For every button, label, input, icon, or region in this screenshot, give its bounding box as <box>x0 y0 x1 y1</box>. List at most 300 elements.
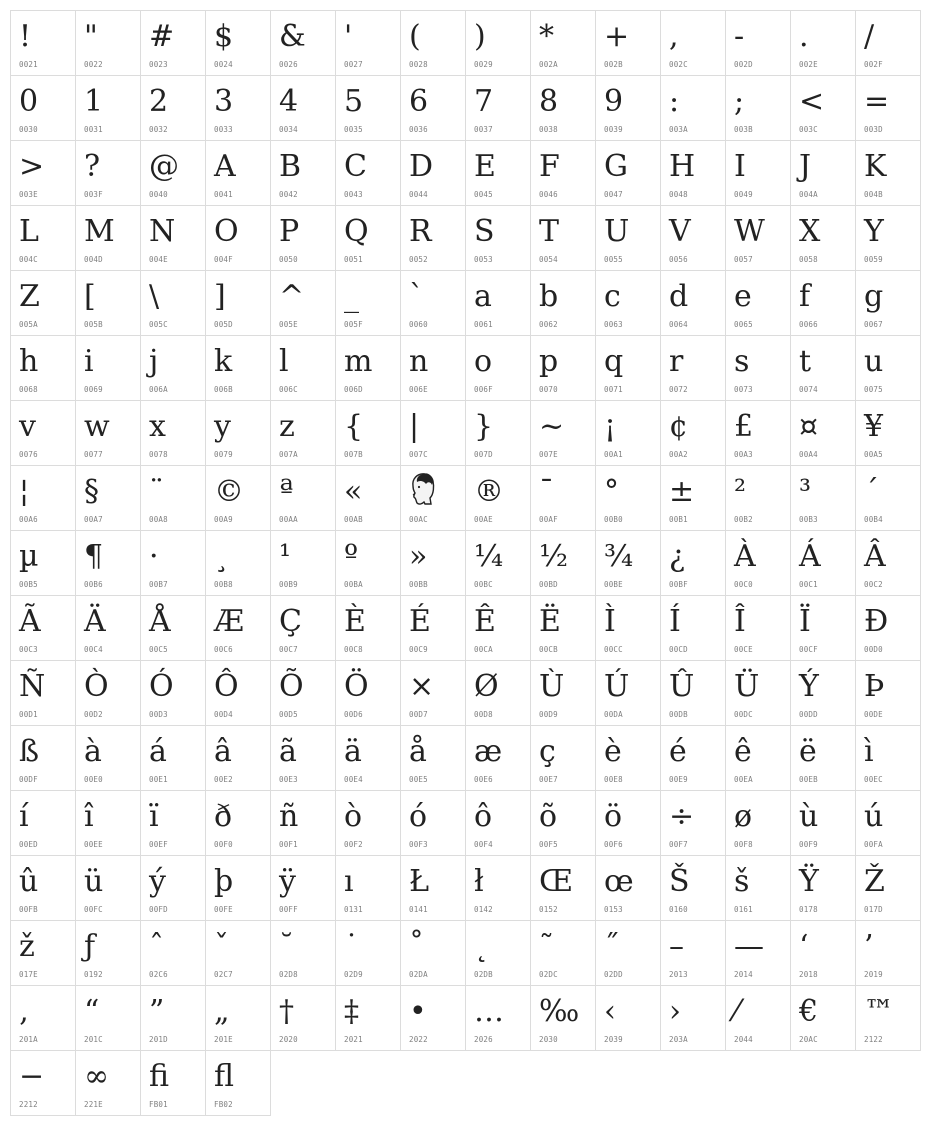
glyph-char: u <box>864 344 884 379</box>
glyph-code: 0030 <box>19 125 38 134</box>
glyph-cell <box>401 726 466 791</box>
glyph-cell <box>856 596 921 661</box>
glyph-char: X <box>799 214 821 249</box>
glyph-char: ¹ <box>279 539 292 574</box>
glyph-char: i <box>84 344 94 379</box>
glyph-char: Õ <box>279 669 304 704</box>
glyph-cell <box>791 661 856 726</box>
glyph-char: Ù <box>539 669 565 704</box>
glyph-code: 00F7 <box>669 840 688 849</box>
glyph-cell <box>856 921 921 986</box>
glyph-cell <box>466 856 531 921</box>
glyph-code: 006F <box>474 385 493 394</box>
glyph-code: 00B4 <box>864 515 883 524</box>
glyph-char: K <box>864 149 887 184</box>
glyph-code: 0038 <box>539 125 558 134</box>
glyph-char: Ï <box>799 604 811 639</box>
glyph-code: 00B6 <box>84 580 103 589</box>
glyph-char: þ <box>214 864 234 899</box>
glyph-code: 00FB <box>19 905 38 914</box>
glyph-cell <box>791 856 856 921</box>
glyph-cell <box>11 661 76 726</box>
glyph-cell <box>206 726 271 791</box>
glyph-cell <box>531 401 596 466</box>
glyph-cell <box>141 1051 206 1116</box>
glyph-code: 00F6 <box>604 840 623 849</box>
glyph-code: 02D8 <box>279 970 298 979</box>
glyph-cell <box>466 531 531 596</box>
glyph-char: × <box>409 669 435 704</box>
glyph-cell <box>596 791 661 856</box>
glyph-cell <box>401 531 466 596</box>
glyph-code: 2021 <box>344 1035 363 1044</box>
glyph-code: 003A <box>669 125 688 134</box>
glyph-char: ° <box>604 474 619 509</box>
glyph-cell <box>76 791 141 856</box>
glyph-char: < <box>799 84 825 119</box>
glyph-code: 017D <box>864 905 883 914</box>
glyph-char: ﬁ <box>149 1059 170 1094</box>
glyph-code: 00C1 <box>799 580 818 589</box>
glyph-cell <box>726 986 791 1051</box>
glyph-cell <box>466 726 531 791</box>
glyph-char: ´ <box>864 474 879 509</box>
glyph-code: 00B7 <box>149 580 168 589</box>
glyph-cell <box>661 466 726 531</box>
glyph-code: 0057 <box>734 255 753 264</box>
glyph-cell <box>401 986 466 1051</box>
glyph-char: Š <box>669 864 690 899</box>
glyph-cell <box>466 336 531 401</box>
glyph-cell <box>531 661 596 726</box>
glyph-code: 00D4 <box>214 710 233 719</box>
glyph-cell <box>856 661 921 726</box>
glyph-char: ƒ <box>84 929 96 964</box>
glyph-code: 0027 <box>344 60 363 69</box>
glyph-char: š <box>734 864 750 899</box>
glyph-char: » <box>409 539 428 574</box>
glyph-char: | <box>409 409 420 444</box>
glyph-char: œ <box>604 864 634 899</box>
glyph-code: 0031 <box>84 125 103 134</box>
glyph-char: Ò <box>84 669 109 704</box>
glyph-code: 20AC <box>799 1035 818 1044</box>
glyph-cell <box>856 791 921 856</box>
glyph-char: ÷ <box>669 799 695 834</box>
glyph-char: Œ <box>539 864 574 899</box>
glyph-code: 02D9 <box>344 970 363 979</box>
glyph-char: ‡ <box>344 994 359 1029</box>
glyph-cell <box>596 531 661 596</box>
glyph-cell <box>76 986 141 1051</box>
glyph-code: 201C <box>84 1035 103 1044</box>
glyph-char: r <box>669 344 684 379</box>
glyph-code: 0034 <box>279 125 298 134</box>
glyph-char: õ <box>539 799 558 834</box>
glyph-cell <box>401 336 466 401</box>
glyph-cell <box>466 596 531 661</box>
glyph-code: 00CF <box>799 645 818 654</box>
glyph-cell <box>466 206 531 271</box>
glyph-cell <box>401 206 466 271</box>
glyph-cell <box>401 11 466 76</box>
glyph-cell <box>661 856 726 921</box>
glyph-code: 00E7 <box>539 775 558 784</box>
glyph-code: 00A5 <box>864 450 883 459</box>
glyph-code: 0072 <box>669 385 688 394</box>
glyph-char: ù <box>799 799 819 834</box>
glyph-char: ã <box>279 734 297 769</box>
glyph-code: 00E6 <box>474 775 493 784</box>
glyph-cell <box>336 661 401 726</box>
glyph-cell <box>661 791 726 856</box>
glyph-char: ¤ <box>799 409 819 444</box>
glyph-cell <box>401 596 466 661</box>
glyph-cell <box>791 986 856 1051</box>
glyph-char: Ö <box>344 669 369 704</box>
glyph-code: FB01 <box>149 1100 168 1109</box>
glyph-code: 00C2 <box>864 580 883 589</box>
glyph-char: w <box>84 409 110 444</box>
glyph-code: 00CD <box>669 645 688 654</box>
glyph-char: / <box>864 19 875 54</box>
glyph-code: 00B5 <box>19 580 38 589</box>
glyph-code: 00A6 <box>19 515 38 524</box>
glyph-grid <box>10 10 921 1116</box>
glyph-char: ² <box>734 474 747 509</box>
glyph-char: c <box>604 279 621 314</box>
glyph-code: 00DA <box>604 710 623 719</box>
glyph-cell <box>206 986 271 1051</box>
glyph-char: Ž <box>864 864 885 899</box>
glyph-char: o <box>474 344 493 379</box>
glyph-code: 0047 <box>604 190 623 199</box>
glyph-char: ý <box>149 864 166 899</box>
glyph-cell <box>271 986 336 1051</box>
glyph-cell <box>856 531 921 596</box>
glyph-char: C <box>344 149 367 184</box>
glyph-code: 00AB <box>344 515 363 524</box>
glyph-cell <box>206 206 271 271</box>
glyph-code: 003E <box>19 190 38 199</box>
glyph-cell <box>661 76 726 141</box>
glyph-char: à <box>84 734 102 769</box>
glyph-char: n <box>409 344 429 379</box>
glyph-code: 005D <box>214 320 233 329</box>
glyph-cell <box>856 206 921 271</box>
glyph-cell <box>856 11 921 76</box>
glyph-cell <box>791 11 856 76</box>
glyph-code: 00CC <box>604 645 623 654</box>
glyph-cell <box>206 791 271 856</box>
glyph-code: 007A <box>279 450 298 459</box>
glyph-code: 02DC <box>539 970 558 979</box>
glyph-code: 00FC <box>84 905 103 914</box>
glyph-code: 0049 <box>734 190 753 199</box>
glyph-char: J <box>799 149 812 184</box>
glyph-cell <box>141 336 206 401</box>
glyph-cell <box>11 986 76 1051</box>
glyph-char: è <box>604 734 622 769</box>
glyph-cell <box>76 336 141 401</box>
glyph-cell <box>141 596 206 661</box>
glyph-cell <box>791 141 856 206</box>
glyph-char: Ë <box>539 604 561 639</box>
glyph-code: 005C <box>149 320 168 329</box>
glyph-cell <box>271 206 336 271</box>
glyph-code: 00ED <box>19 840 38 849</box>
glyph-char: Ã <box>19 604 41 639</box>
glyph-code: 0026 <box>279 60 298 69</box>
glyph-cell <box>791 76 856 141</box>
glyph-char: 8 <box>539 84 559 119</box>
glyph-code: 00CE <box>734 645 753 654</box>
glyph-code: 017E <box>19 970 38 979</box>
glyph-cell <box>336 596 401 661</box>
glyph-code: 0068 <box>19 385 38 394</box>
glyph-char: ’ <box>864 929 874 964</box>
glyph-code: 006B <box>214 385 233 394</box>
glyph-cell <box>726 141 791 206</box>
glyph-code: 00C8 <box>344 645 363 654</box>
glyph-char: Ł <box>409 864 430 899</box>
glyph-cell <box>141 856 206 921</box>
glyph-code: 0028 <box>409 60 428 69</box>
glyph-code: 2014 <box>734 970 753 979</box>
glyph-code: 0029 <box>474 60 493 69</box>
glyph-code: 0079 <box>214 450 233 459</box>
glyph-char: S <box>474 214 495 249</box>
glyph-cell <box>11 726 76 791</box>
glyph-char: Ÿ <box>799 864 819 899</box>
glyph-char: * <box>539 19 554 54</box>
glyph-code: 004C <box>19 255 38 264</box>
glyph-char: ˘ <box>279 929 294 964</box>
glyph-char: ‚ <box>19 994 29 1029</box>
glyph-code: 00FA <box>864 840 883 849</box>
glyph-code: 0032 <box>149 125 168 134</box>
glyph-char: © <box>214 474 244 509</box>
glyph-cell <box>531 596 596 661</box>
glyph-code: 0041 <box>214 190 233 199</box>
glyph-code: 0178 <box>799 905 818 914</box>
glyph-cell <box>141 661 206 726</box>
glyph-cell <box>271 726 336 791</box>
glyph-code: 00BD <box>539 580 558 589</box>
glyph-char: - <box>734 19 745 54</box>
glyph-cell <box>531 466 596 531</box>
glyph-char: t <box>799 344 812 379</box>
glyph-char: F <box>539 149 560 184</box>
glyph-cell <box>531 271 596 336</box>
glyph-code: 00A3 <box>734 450 753 459</box>
glyph-char: , <box>669 19 679 54</box>
glyph-cell <box>726 206 791 271</box>
glyph-char: º <box>344 539 359 574</box>
glyph-cell <box>206 76 271 141</box>
glyph-code: 0040 <box>149 190 168 199</box>
glyph-code: 0075 <box>864 385 883 394</box>
glyph-char: p <box>539 344 559 379</box>
glyph-char: ± <box>669 474 695 509</box>
glyph-code: 00C0 <box>734 580 753 589</box>
glyph-code: 00EA <box>734 775 753 784</box>
glyph-cell <box>791 726 856 791</box>
glyph-char: ! <box>19 19 32 54</box>
glyph-cell <box>466 141 531 206</box>
glyph-char: • <box>409 994 427 1029</box>
glyph-cell <box>661 11 726 76</box>
glyph-code: 00A8 <box>149 515 168 524</box>
glyph-code: 003C <box>799 125 818 134</box>
glyph-cell <box>791 206 856 271</box>
glyph-cell <box>206 661 271 726</box>
glyph-code: 0039 <box>604 125 623 134</box>
glyph-code: 00F1 <box>279 840 298 849</box>
glyph-cell <box>11 1051 76 1116</box>
glyph-code: 00BB <box>409 580 428 589</box>
glyph-cell <box>76 11 141 76</box>
glyph-char: ¯ <box>539 474 554 509</box>
glyph-char: ¶ <box>84 539 104 574</box>
glyph-code: 0066 <box>799 320 818 329</box>
glyph-code: 0054 <box>539 255 558 264</box>
glyph-char: Ð <box>864 604 889 639</box>
glyph-cell <box>336 466 401 531</box>
glyph-char: ä <box>344 734 362 769</box>
glyph-char: “ <box>84 994 100 1029</box>
glyph-char: æ <box>474 734 503 769</box>
glyph-cell <box>726 661 791 726</box>
glyph-code: 00B2 <box>734 515 753 524</box>
glyph-char: ç <box>539 734 556 769</box>
glyph-cell <box>596 661 661 726</box>
glyph-code: 0062 <box>539 320 558 329</box>
glyph-code: 00F8 <box>734 840 753 849</box>
glyph-char: ¦ <box>19 474 30 509</box>
glyph-code: 004F <box>214 255 233 264</box>
glyph-cell <box>336 986 401 1051</box>
glyph-code: 0074 <box>799 385 818 394</box>
glyph-char: É <box>409 604 431 639</box>
glyph-char: Ü <box>734 669 760 704</box>
glyph-cell <box>206 11 271 76</box>
glyph-code: 201D <box>149 1035 168 1044</box>
glyph-char: # <box>149 19 175 54</box>
glyph-char: M <box>84 214 115 249</box>
glyph-char: & <box>279 19 306 54</box>
glyph-code: 0065 <box>734 320 753 329</box>
glyph-cell <box>271 531 336 596</box>
glyph-cell <box>531 856 596 921</box>
glyph-char: P <box>279 214 300 249</box>
glyph-char: µ <box>19 539 39 574</box>
glyph-cell <box>726 271 791 336</box>
glyph-char: U <box>604 214 630 249</box>
glyph-cell <box>661 206 726 271</box>
glyph-code: 02C6 <box>149 970 168 979</box>
glyph-code: 002C <box>669 60 688 69</box>
glyph-char: ¸ <box>214 539 229 574</box>
glyph-code: 0076 <box>19 450 38 459</box>
glyph-char: « <box>344 474 363 509</box>
glyph-cell <box>466 791 531 856</box>
glyph-code: 00C4 <box>84 645 103 654</box>
glyph-code: 00E5 <box>409 775 428 784</box>
glyph-char: ¢ <box>669 409 689 444</box>
glyph-char: ” <box>149 994 165 1029</box>
glyph-cell <box>726 11 791 76</box>
glyph-cell <box>661 661 726 726</box>
glyph-char: d <box>669 279 689 314</box>
glyph-char: Í <box>669 604 681 639</box>
glyph-cell <box>11 271 76 336</box>
glyph-char: Û <box>669 669 695 704</box>
glyph-cell <box>141 401 206 466</box>
glyph-cell <box>531 336 596 401</box>
glyph-cell <box>596 11 661 76</box>
glyph-code: 0050 <box>279 255 298 264</box>
glyph-cell <box>76 596 141 661</box>
glyph-cell <box>401 466 466 531</box>
glyph-code: 007D <box>474 450 493 459</box>
glyph-code: 0192 <box>84 970 103 979</box>
glyph-cell <box>466 661 531 726</box>
glyph-char: L <box>19 214 39 249</box>
glyph-code: 0160 <box>669 905 688 914</box>
glyph-code: 00E2 <box>214 775 233 784</box>
glyph-cell <box>596 271 661 336</box>
glyph-char: Ú <box>604 669 630 704</box>
glyph-char: a <box>474 279 492 314</box>
glyph-cell <box>11 206 76 271</box>
glyph-code: 00E9 <box>669 775 688 784</box>
glyph-code: 00BC <box>474 580 493 589</box>
glyph-cell <box>76 661 141 726</box>
glyph-code: 00D0 <box>864 645 883 654</box>
glyph-code: 0046 <box>539 190 558 199</box>
glyph-char: ⁄ <box>734 994 740 1029</box>
glyph-cell <box>661 141 726 206</box>
glyph-cell <box>791 596 856 661</box>
glyph-cell <box>271 856 336 921</box>
glyph-code: 002D <box>734 60 753 69</box>
glyph-cell <box>336 531 401 596</box>
glyph-code: 00D5 <box>279 710 298 719</box>
glyph-char: s <box>734 344 750 379</box>
glyph-cell <box>726 336 791 401</box>
glyph-char: ) <box>474 19 486 54</box>
glyph-char: ê <box>734 734 752 769</box>
glyph-code: 00F9 <box>799 840 818 849</box>
glyph-code: 002A <box>539 60 558 69</box>
glyph-char: = <box>864 84 890 119</box>
face-profile-icon <box>409 472 435 517</box>
glyph-cell <box>206 921 271 986</box>
glyph-cell <box>791 271 856 336</box>
glyph-code: 0152 <box>539 905 558 914</box>
glyph-char: z <box>279 409 295 444</box>
glyph-cell <box>141 986 206 1051</box>
glyph-code: 2013 <box>669 970 688 979</box>
glyph-cell <box>856 856 921 921</box>
glyph-code: 0033 <box>214 125 233 134</box>
glyph-code: 00D6 <box>344 710 363 719</box>
glyph-cell <box>401 661 466 726</box>
glyph-cell <box>661 921 726 986</box>
glyph-char: Ô <box>214 669 239 704</box>
glyph-char: Þ <box>864 669 885 704</box>
